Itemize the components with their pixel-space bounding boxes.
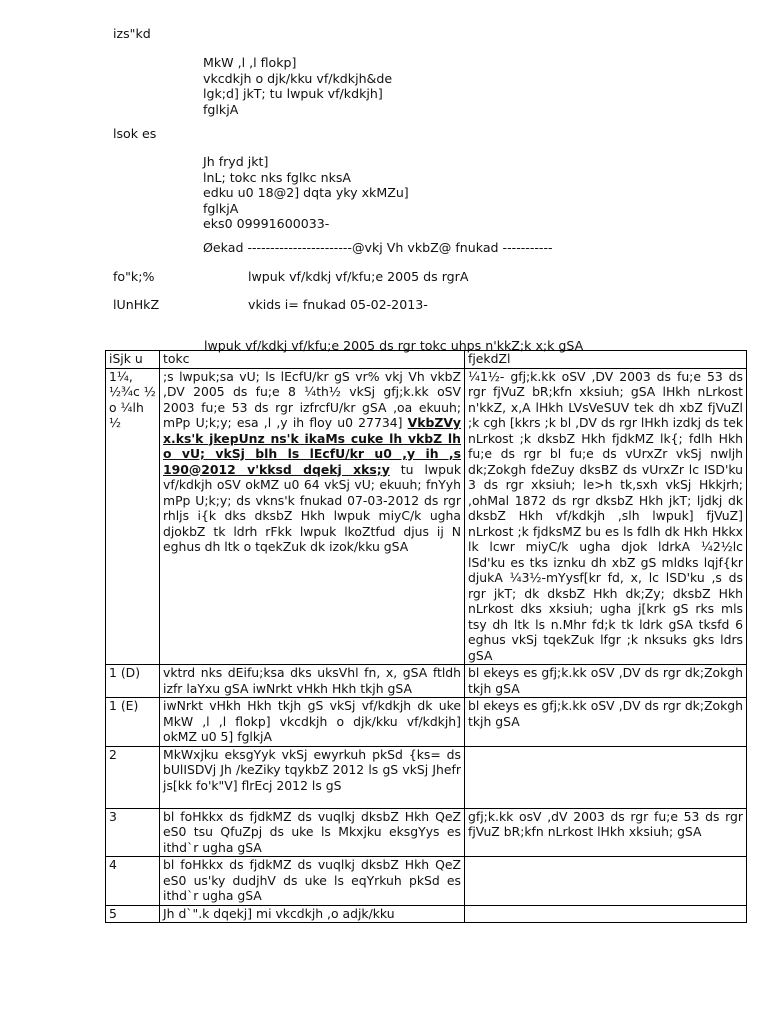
recipient-line: lnL; tokc nks fglkc nksA: [203, 169, 352, 185]
sender-line: lgk;d] jkT; tu lwpuk vf/kdkjh]: [203, 86, 383, 101]
recipient-line: edku u0 18@2] dqta yky xkMZu]: [203, 185, 409, 200]
remarks-cell: ¼1½- gfj;k.kk oSV ,DV 2003 ds fu;e 53 ds rgr fjVuZ bR;kfn xksiuh; gSA lHkh nLrkost n'kkZ, x,A lHkh LVsVeSUV tek dh xbZ fjVuZl ;k cgh [kkrs ;k bl ,DV ds rgr lHkh izdkj ds tek nLrkost ;k dksbZ Hkh fjdkMZ lk{; fdlh Hkh fu;e ds rgr bl fu;e ds vUrxZr vkSj nwljh dk;Zokgh fdeZuy dksBZ ds vUrxZr lc ISD'ku 3 ds rgr xksiuh; le>h tk,sxh vkSj Hkkjrh; ,ohMal 1872 ds rgr dksbZ Hkh jkT; ljdkj dk dksbZ Hkh vf/kdkjh ,slh lwpuk] fjVuZ] nLrkost ;k fjdksMZ bu es ls fdlh dk Hkh Hkkx lk lcwr miyC/k ugha djok ldrkA ¼2½lc lSd'ku es tks iznku dh xbZ gS mldks lqjf{kr djukA ¼3½-mYysf[kr fd, x, lc lSD'ku ,s ds rgr jkT; dk dksbZ Hkh dk;Zy; dksbZ Hkh nLrkost dks xksiuh; ugha j[krk gS rks mls tsy dh ltk ls n.Mhr fd;k tk ldrk gSA tksfd 6 eghus vkSj tqekZuk lfgr ;k nksuks gks ldrs gSA: [465, 368, 747, 665]
dispatch-line: Øekad -----------------------@vkj Vh vkbZ@ fnukad -----------: [203, 240, 553, 255]
reply-text: tu lwpuk vf/kdkjh oSV okMZ u0 64 vkSj vU; ekuuh; fnYyh mPp U;k;y; ds vkns'k fnukad 07-03-2012 ds rgr rhljs i{k dks dksbZ Hkh lwpuk miyC/k ugha djokbZ tk ldrh rFkk lwpuk lkoZtfud djus ij N eghus dh ltk o tqekZuk dk izok/kku gSA: [163, 461, 461, 554]
para-cell: 3: [106, 808, 160, 857]
recipient-line: fglkjA: [203, 200, 239, 216]
subject-text: lwpuk vf/kdkj vf/kfu;e 2005 ds rgrA: [248, 269, 469, 284]
para-cell: 2: [106, 746, 160, 808]
table-row: [106, 808, 747, 857]
remarks-cell: [465, 857, 747, 906]
to-label: izs"kd: [113, 26, 151, 41]
table-row: [106, 698, 747, 747]
remarks-cell: bl ekeys es gfj;k.kk oSV ,DV ds rgr dk;Zokgh tkjh gSA: [465, 698, 747, 747]
reply-cell: [160, 368, 465, 665]
table-row: [106, 905, 747, 923]
para-cell: 4: [106, 857, 160, 906]
reply-cell: bl foHkkx ds fjdkMZ ds vuqlkj dksbZ Hkh QeZ eS0 tsu QfuZpj ds uke ls Mkxjku eksgYys es ithd`r ugha gSA: [160, 808, 465, 857]
recipient-address-block: [203, 154, 409, 232]
from-label: lsok es: [113, 126, 157, 141]
remarks-cell: gfj;k.kk osV ,dV 2003 ds rgr fu;e 53 ds rgr fjVuZ bR;kfn nLrkost lHkh xksiuh; gSA: [465, 808, 747, 857]
reply-text: ;s lwpuk;sa vU; ls lEcfU/kr gS vr% vkj Vh vkbZ ,DV 2005 ds fu;e 8 ¼th½ vkSj gfj;k.kk oSV 2003 fu;e 53 ds rgr izfrcfU/kr gSA ,oa ekuuh; mPp U;k;y; esa ,l ,y ih floy u0 27734]: [163, 368, 461, 430]
reference-text: vkids i= fnukad 05-02-2013-: [248, 297, 428, 312]
para-cell: 1¼, ½¾c ½ o ¼lh ½: [106, 368, 160, 665]
remarks-cell: bl ekeys es gfj;k.kk oSV ,DV ds rgr dk;Zokgh tkjh gSA: [465, 665, 747, 698]
remarks-cell: [465, 746, 747, 808]
reply-cell: bl foHkkx ds fjdkMZ ds vuqlkj dksbZ Hkh QeZ eS0 us'ky dudjhV ds uke ls eqYrkuh pkSd es ithd`r ugha gSA: [160, 857, 465, 906]
sender-line: MkW ,l ,l flokp]: [203, 55, 297, 70]
table-row: [106, 368, 747, 665]
recipient-line: eks0 09991600033-: [203, 216, 330, 231]
sender-line: fglkjA: [203, 101, 239, 117]
case-title-text: VkbZVy x.ks'k jkepUnz ns'k ikaMs cuke lh vkbZ lh o vU; vkSj blh ls lEcfU/kr u0 ,y ih ,s 190@2012 v'kksd dqekj xks;y: [163, 415, 461, 477]
reply-table: [105, 350, 747, 923]
reply-cell: iwNrkt vHkh Hkh tkjh gS vkSj vf/kdkjh dk uke MkW ,l ,l flokp] vkcdkjh o djk/kku vf/kdkjh] okMZ u0 5] fglkjA: [160, 698, 465, 747]
header-cell-remarks: fjekdZl: [465, 351, 747, 369]
reference-label: lUnHkZ: [113, 297, 160, 312]
header-cell-para: iSjk u: [106, 351, 160, 369]
header-cell-reply: tokc: [160, 351, 465, 369]
subject-label: fo"k;%: [113, 269, 155, 284]
table-header-row: [106, 351, 747, 369]
sender-address-block: [203, 55, 392, 117]
para-cell: 1 (D): [106, 665, 160, 698]
table-row: [106, 665, 747, 698]
table-row: [106, 857, 747, 906]
para-cell: 1 (E): [106, 698, 160, 747]
reply-cell: MkWxjku eksgYyk vkSj ewyrkuh pkSd {ks= ds bUlISDVj Jh /keZiky tqykbZ 2012 ls gS vkSj Jhefr js[kk fo'k"V] flrEcj 2012 ls gS: [160, 746, 465, 808]
reply-cell: vktrd nks dEifu;ksa dks uksVhl fn, x, gSA ftldh izfr laYxu gSA iwNrkt vHkh Hkh tkjh gSA: [160, 665, 465, 698]
reply-cell: Jh d`".k dqekj] mi vkcdkjh ,o adjk/kku: [160, 905, 465, 923]
recipient-line: Jh fryd jkt]: [203, 154, 269, 169]
table-row: [106, 746, 747, 808]
sender-line: vkcdkjh o djk/kku vf/kdkjh&de: [203, 70, 393, 86]
para-cell: 5: [106, 905, 160, 923]
table-caption: lwpuk vf/kdkj vf/kfu;e 2005 ds rgr tokc uhps n'kkZ;k x;k gSA: [204, 338, 584, 353]
remarks-cell: [465, 905, 747, 923]
